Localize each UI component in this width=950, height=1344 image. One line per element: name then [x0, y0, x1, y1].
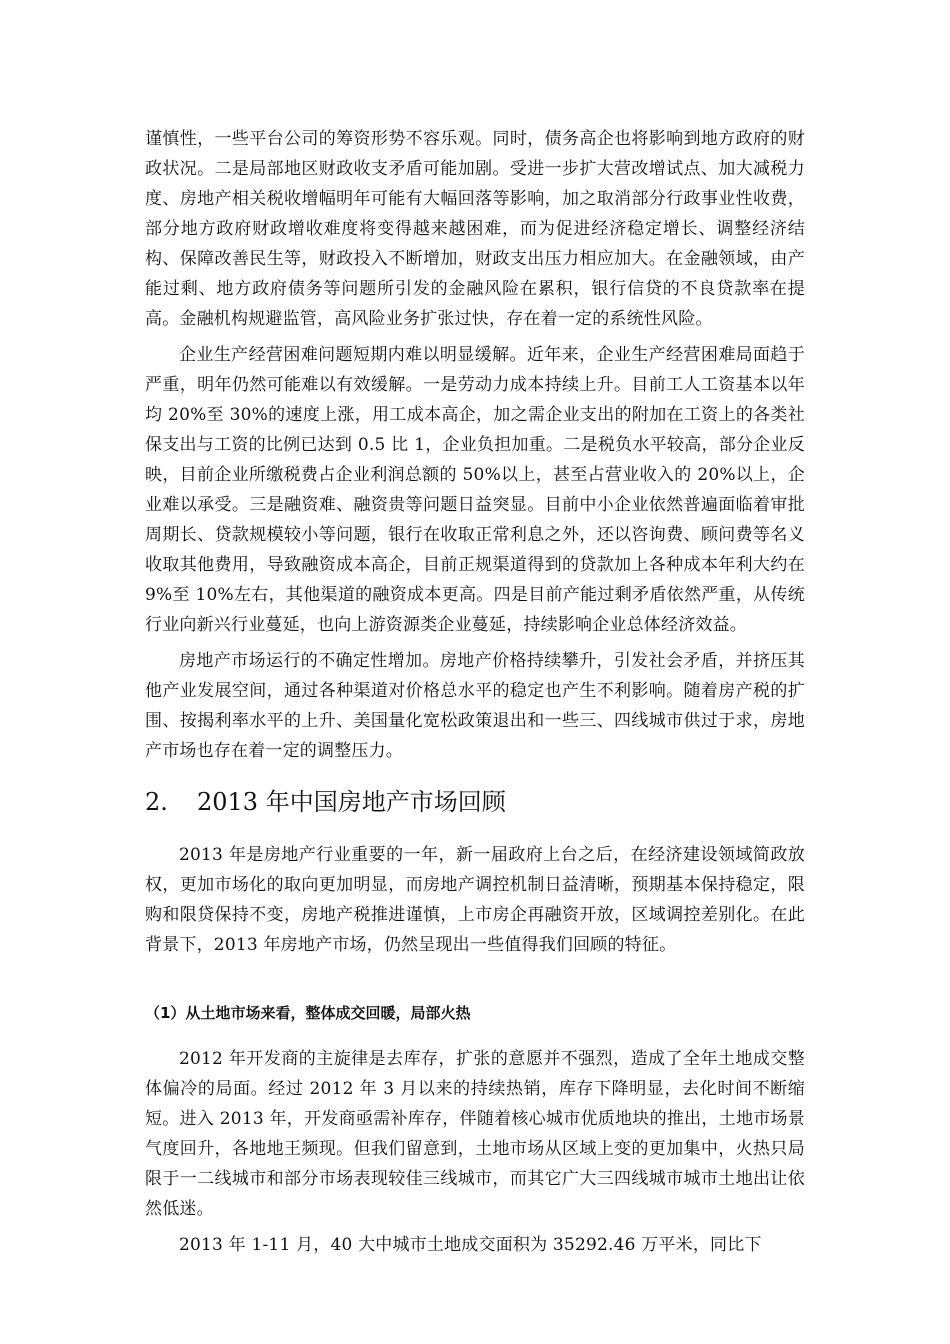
- section-number: 2.: [145, 788, 168, 816]
- document-body: [145, 124, 805, 1260]
- paragraph-real-estate-uncertainty: 房地产市场运行的不确定性增加。房地产价格持续攀升，引发社会矛盾，并挤压其他产业发展空间，通过各种渠道对价格总水平的稳定也产生不利影响。随着房产税的扩围、按揭利率水平的上升、美国量化宽松政策退出和一些三、四线城市供过于求，房地产市场也存在着一定的调整压力。: [145, 651, 805, 761]
- subsection-heading: （1）从土地市场来看，整体成交回暖，局部火热: [145, 1004, 471, 1022]
- paragraph-land-market: 2012 年开发商的主旋律是去库存，扩张的意愿并不强烈，造成了全年土地成交整体偏冷的局面。经过 2012 年 3 月以来的持续热销，库存下降明显，去化时间不断缩短。进入 2013 年，开发商亟需补库存，伴随着核心城市优质地块的推出，土地市场景气度回升，各地地王频现。但我们留意到，土地市场从区域上变的更加集中，火热只局限于一二线城市和部分市场表现较佳三线城市，而其它广大三四线城市城市土地出让依然低迷。: [145, 1049, 805, 1219]
- section-title: 2013 年中国房地产市场回顾: [197, 788, 506, 816]
- paragraph-enterprise-difficulty: 企业生产经营困难问题短期内难以明显缓解。近年来，企业生产经营困难局面趋于严重，明年仍然可能难以有效缓解。一是劳动力成本持续上升。目前工人工资基本以年均 20%至 30%的速度上涨，用工成本高企，加之需企业支出的附加在工资上的各类社保支出与工资的比例已达到 0.5 比 1，企业负担加重。二是税负水平较高，部分企业反映，目前企业所缴税费占企业利润总额的 50%以上，甚至占营业收入的 20%以上，企业难以承受。三是融资难、融资贵等问题日益突显。目前中小企业依然普遍面临着审批周期长、贷款规模较小等问题，银行在收取正常利息之外，还以咨询费、顾问费等名义收取其他费用，导致融资成本高企，目前正规渠道得到的贷款加上各种成本年利大约在 9%至 10%左右，其他渠道的融资成本更高。四是目前产能过剩矛盾依然严重，从传统行业向新兴行业蔓延，也向上游资源类企业蔓延，持续影响企业总体经济效益。: [145, 345, 805, 635]
- paragraph-fiscal-risk: 谨慎性，一些平台公司的筹资形势不容乐观。同时，债务高企也将影响到地方政府的财政状况。二是局部地区财政收支矛盾可能加剧。受进一步扩大营改增试点、加大减税力度、房地产相关税收增幅明年可能有大幅回落等影响，加之取消部分行政事业性收费，部分地方政府财政增收难度将变得越来越困难，而为促进经济稳定增长、调整经济结构、保障改善民生等，财政投入不断增加，财政支出压力相应加大。在金融领域，由产能过剩、地方政府债务等问题所引发的金融风险在累积，银行信贷的不良贷款率在提高。金融机构规避监管，高风险业务扩张过快，存在着一定的系统性风险。: [145, 129, 805, 329]
- section-heading: [145, 784, 805, 820]
- paragraph-land-statistics: 2013 年 1-11 月，40 大中城市土地成交面积为 35292.46 万平米，同比下: [179, 1235, 762, 1255]
- paragraph-2013-overview: 2013 年是房地产行业重要的一年，新一届政府上台之后，在经济建设领域简政放权，更加市场化的取向更加明显，而房地产调控机制日益清晰，预期基本保持稳定，限购和限贷保持不变，房地产税推进谨慎，上市房企再融资开放，区域调控差别化。在此背景下，2013 年房地产市场，仍然呈现出一些值得我们回顾的特征。: [145, 845, 805, 955]
